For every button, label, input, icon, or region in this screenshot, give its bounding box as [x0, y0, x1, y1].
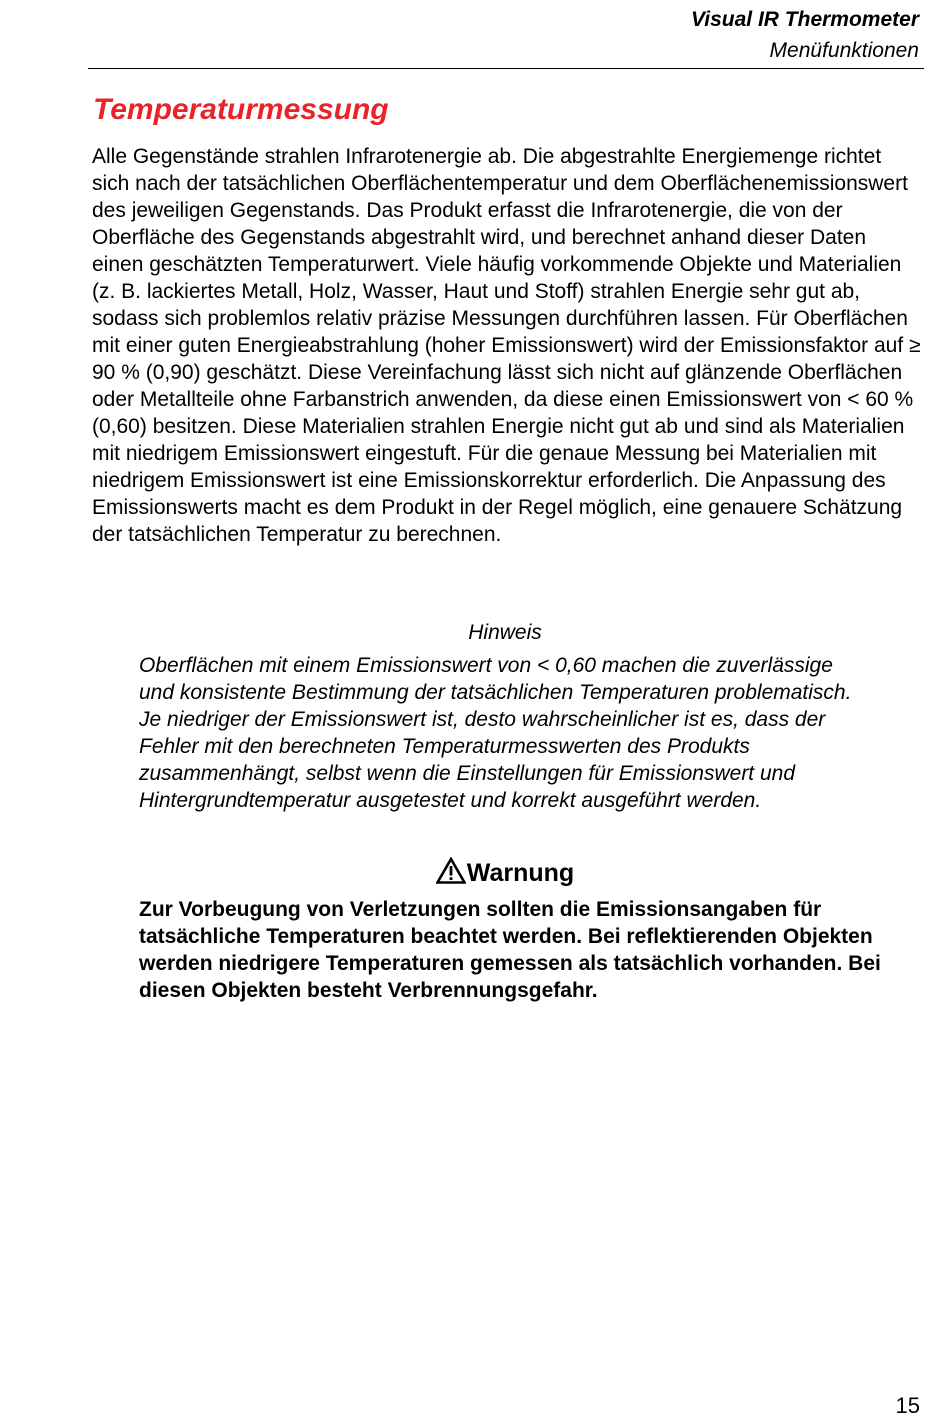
running-head [691, 6, 919, 65]
warning-heading-label: Warnung [466, 859, 575, 887]
warning-triangle-icon [436, 857, 466, 892]
warning-heading [0, 857, 950, 892]
warning-text: Zur Vorbeugung von Verletzungen sollten die Emissionsangaben für tatsächliche Temperaturen beachtet werden. Bei reflektierenden Objekten werden niedrigere Temperaturen gemessen als tatsächlich vorhanden. Bei diesen Objekten besteht Verbrennungsgefahr. [139, 898, 881, 1002]
running-title: Visual IR Thermometer [691, 8, 919, 31]
section-title: Temperaturmessung [93, 93, 389, 126]
note-heading: Hinweis [468, 621, 542, 644]
running-subtitle: Menüfunktionen [769, 39, 919, 62]
note-text: Oberflächen mit einem Emissionswert von < 0,60 machen die zuverlässige und konsistente Bestimmung der tatsächlichen Temperaturen problematisch. Je niedriger der Emissionswert ist, desto wahrscheinlicher ist es, dass der Fehler mit den berechneten Temperaturmesswerten des Produkts zusammenhängt, selbst wenn die Einstellungen für Emissionswert und Hintergrundtemperatur ausgetestet und korrekt ausgeführt werden. [139, 654, 852, 812]
body-paragraph: Alle Gegenstände strahlen Infrarotenergie ab. Die abgestrahlte Energiemenge richtet sich nach der tatsächlichen Oberflächentemperatur und dem Oberflächenemissionswert des jeweiligen Gegenstands. Das Produkt erfasst die Infrarotenergie, die von der Oberfläche des Gegenstands abgestrahlt wird, und berechnet anhand dieser Daten einen geschätzten Temperaturwert. Viele häufig vorkommende Objekte und Materialien (z. B. lackiertes Metall, Holz, Wasser, Haut und Stoff) strahlen Energie sehr gut ab, sodass sich problemlos relativ präzise Messungen durchführen lassen. Für Oberflächen mit einer guten Energieabstrahlung (hoher Emissionswert) wird der Emissionsfaktor auf ≥ 90 % (0,90) geschätzt. Diese Vereinfachung lässt sich nicht auf glänzende Oberflächen oder Metallteile ohne Farbanstrich anwenden, da diese einen Emissionswert von < 60 % (0,60) besitzen. Diese Materialien strahlen Energie nicht gut ab und sind als Materialien mit niedrigem Emissionswert eingestuft. Für die genaue Messung bei Materialien mit niedrigem Emissionswert ist eine Emissionskorrektur erforderlich. Die Anpassung des Emissionswerts macht es dem Produkt in der Regel möglich, eine genauere Schätzung der tatsächlichen Temperatur zu berechnen. [92, 145, 921, 546]
header-divider [88, 68, 924, 69]
page-number: 15 [895, 1393, 920, 1418]
